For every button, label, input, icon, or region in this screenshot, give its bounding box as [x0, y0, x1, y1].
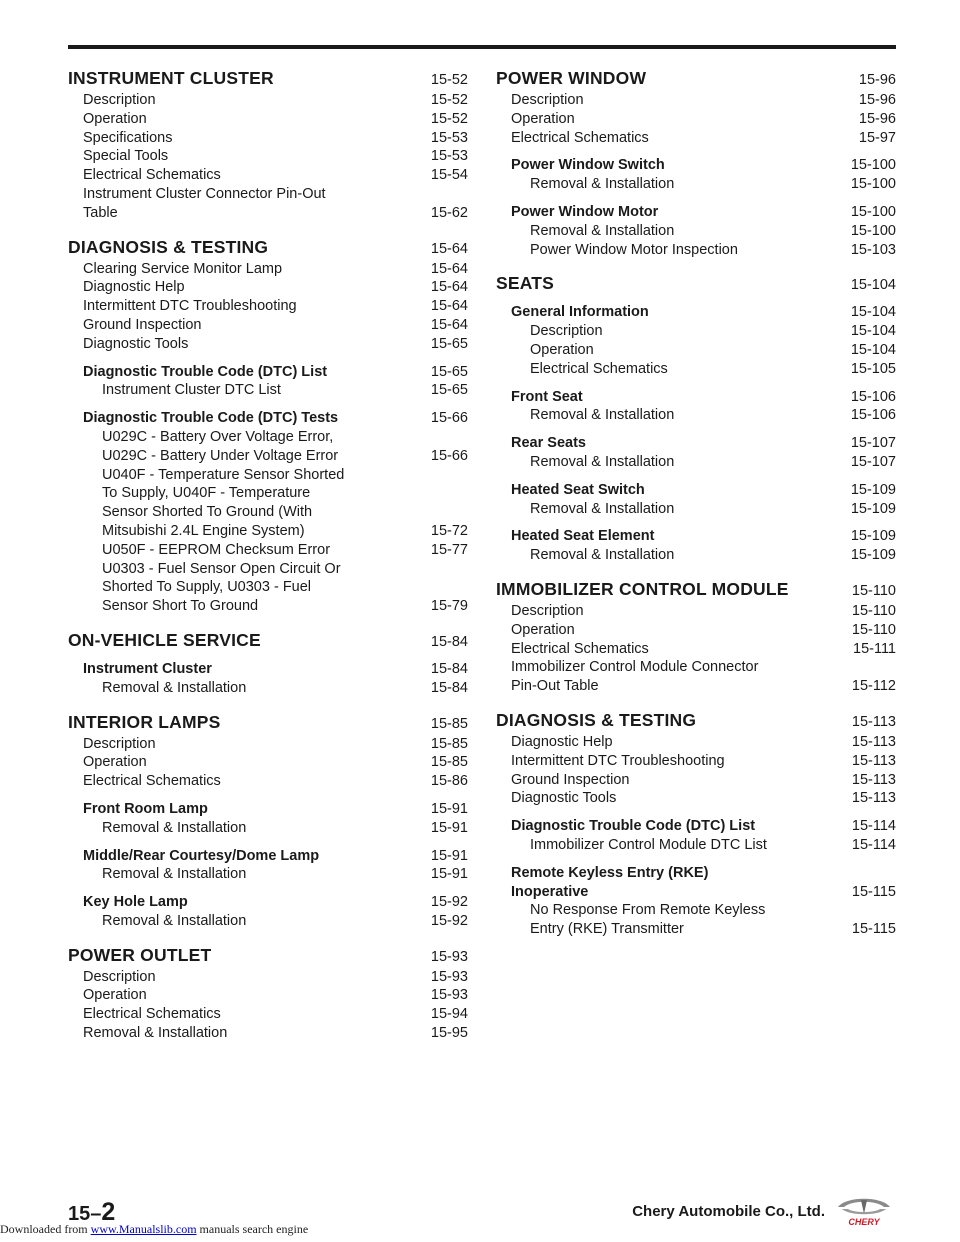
- toc-entry-row[interactable]: [68, 1005, 468, 1024]
- toc-entry-row[interactable]: [68, 560, 468, 579]
- toc-entry-page: 15-85: [430, 735, 468, 752]
- subsection-page: 15-84: [430, 660, 468, 677]
- page-number-prefix: 15–: [68, 1203, 102, 1225]
- toc-entry-label: Sensor Short To Ground: [102, 598, 259, 615]
- toc-entry-label: Special Tools: [83, 148, 169, 165]
- toc-subsection: [68, 363, 468, 401]
- toc-entry-page: 15-64: [430, 260, 468, 277]
- subsection-heading-row[interactable]: [496, 434, 896, 453]
- chery-logo-icon: [832, 1194, 896, 1228]
- toc-entry-page: 15-100: [850, 222, 896, 239]
- subsection-page: 15-65: [430, 363, 468, 380]
- subsection-heading-row[interactable]: [496, 527, 896, 546]
- toc-entry-row[interactable]: [496, 222, 896, 241]
- toc-entry-label: Intermittent DTC Troubleshooting: [83, 298, 297, 315]
- toc-entry-label: Diagnostic Tools: [83, 335, 189, 352]
- toc-entry-label: Description: [511, 602, 584, 619]
- toc-entry-row[interactable]: [68, 912, 468, 931]
- toc-entry-row[interactable]: [496, 621, 896, 640]
- toc-entry-row[interactable]: [68, 503, 468, 522]
- subsection-heading-row[interactable]: [68, 893, 468, 912]
- toc-entry-page: 15-64: [430, 279, 468, 296]
- toc-entry-row[interactable]: [496, 901, 896, 920]
- toc-entry-row[interactable]: [68, 466, 468, 485]
- section-title: INSTRUMENT CLUSTER: [68, 68, 274, 88]
- toc-entry-label: Removal & Installation: [530, 500, 675, 517]
- toc-entry-row[interactable]: [68, 597, 468, 616]
- toc-entry-page: 15-72: [430, 522, 468, 539]
- toc-entry-label: Description: [83, 735, 156, 752]
- toc-entry-label: Removal & Installation: [102, 679, 247, 696]
- toc-entry-row[interactable]: [68, 447, 468, 466]
- toc-entry-label: Immobilizer Control Module Connector: [511, 659, 759, 676]
- toc-entry-label: Electrical Schematics: [511, 640, 649, 657]
- toc-entry-row[interactable]: [496, 175, 896, 194]
- toc-entry-page: 15-113: [851, 752, 896, 769]
- toc-entry-label: Instrument Cluster DTC List: [102, 382, 281, 399]
- subsection-heading-row[interactable]: [496, 817, 896, 836]
- toc-entry-label: Diagnostic Tools: [511, 790, 617, 807]
- section-title: DIAGNOSIS & TESTING: [496, 709, 697, 730]
- toc-entry-page: 15-66: [430, 447, 468, 464]
- subsection-title: Remote Keyless Entry (RKE): [511, 864, 709, 881]
- toc-entry-page: 15-52: [430, 110, 468, 127]
- section-page: 15-93: [430, 948, 468, 965]
- toc-entry-page: 15-92: [430, 912, 468, 929]
- toc-entry-label: Immobilizer Control Module DTC List: [530, 836, 767, 853]
- subsection-title: Heated Seat Switch: [511, 481, 645, 498]
- subsection-title: Front Room Lamp: [83, 800, 208, 817]
- subsection-heading-row[interactable]: [496, 481, 896, 500]
- toc-entry-page: 15-54: [430, 167, 468, 184]
- toc-entry-page: 15-96: [858, 92, 896, 108]
- toc-entry-page: 15-110: [851, 602, 896, 619]
- section-heading[interactable]: [496, 273, 896, 294]
- toc-entry-label: Removal & Installation: [530, 407, 675, 424]
- subsection-title: Instrument Cluster: [83, 660, 212, 677]
- toc-entry-row[interactable]: [496, 91, 896, 110]
- subsection-heading-row[interactable]: [496, 156, 896, 175]
- toc-entry-page: 15-64: [430, 298, 468, 315]
- toc-entry-page: 15-53: [430, 129, 468, 146]
- toc-entry-page: 15-113: [851, 733, 896, 750]
- toc-entry-page: 15-53: [430, 148, 468, 165]
- subsection-title: General Information: [511, 304, 649, 321]
- toc-entry-label: Operation: [511, 110, 575, 127]
- manualslib-link[interactable]: www.Manualslib.com: [90, 1222, 197, 1236]
- toc-entry-row[interactable]: [496, 752, 896, 771]
- section-title: IMMOBILIZER CONTROL MODULE: [496, 578, 789, 599]
- subsection-page: 15-100: [850, 203, 896, 220]
- toc-entry-label: Sensor Shorted To Ground (With: [102, 504, 313, 521]
- toc-entry-page: 15-109: [850, 547, 896, 564]
- toc-entry-page: 15-65: [430, 335, 468, 352]
- toc-entry-row[interactable]: [68, 1024, 468, 1043]
- toc-entry-row[interactable]: [496, 658, 896, 677]
- toc-entry-page: 15-85: [430, 754, 468, 771]
- toc-entry-label: U0303 - Fuel Sensor Open Circuit Or: [102, 560, 341, 577]
- toc-entry-page: 15-65: [430, 382, 468, 399]
- toc-entry-row[interactable]: [68, 986, 468, 1005]
- toc-section: [496, 710, 896, 939]
- toc-right-column: [496, 68, 896, 953]
- toc-entry-page: 15-91: [430, 819, 468, 836]
- toc-entry-row[interactable]: [496, 836, 896, 855]
- toc-entry-row[interactable]: [496, 110, 896, 129]
- subsection-page: 15-109: [850, 481, 896, 498]
- toc-entry-row[interactable]: [68, 735, 468, 754]
- toc-entry-label: Removal & Installation: [530, 453, 675, 470]
- download-note-suffix: manuals search engine: [196, 1222, 309, 1236]
- subsection-title: Rear Seats: [511, 435, 586, 452]
- subsection-heading-row[interactable]: [68, 409, 468, 428]
- toc-subsection: [496, 527, 896, 565]
- subsection-title: Inoperative: [511, 883, 589, 900]
- toc-entry-label: Electrical Schematics: [530, 360, 668, 377]
- toc-entry-label: U040F - Temperature Sensor Shorted: [102, 466, 345, 483]
- toc-entry-row[interactable]: [68, 484, 468, 503]
- toc-entry-page: 15-115: [851, 921, 896, 938]
- toc-entry-label: No Response From Remote Keyless: [530, 902, 766, 919]
- toc-entry-page: 15-110: [851, 621, 896, 638]
- toc-entry-label: Removal & Installation: [530, 547, 675, 564]
- page-number-value: 2: [101, 1198, 116, 1226]
- section-title: POWER OUTLET: [68, 944, 212, 965]
- toc-entry-page: 15-79: [430, 598, 468, 615]
- toc-entry-row[interactable]: [68, 129, 468, 148]
- toc-entry-row[interactable]: [68, 297, 468, 316]
- toc-entry-label: Removal & Installation: [83, 1025, 228, 1042]
- subsection-heading-row[interactable]: [496, 303, 896, 322]
- toc-entry-row[interactable]: [496, 500, 896, 519]
- toc-entry-row[interactable]: [496, 241, 896, 260]
- section-heading[interactable]: [496, 68, 896, 89]
- toc-entry-row[interactable]: [496, 129, 896, 148]
- company-name: Chery Automobile Co., Ltd.: [632, 1203, 825, 1220]
- toc-entry-row[interactable]: [68, 316, 468, 335]
- toc-section: [68, 945, 468, 1043]
- toc-entry-label: Operation: [511, 621, 575, 638]
- toc-entry-row[interactable]: [68, 968, 468, 987]
- section-title: SEATS: [496, 273, 555, 294]
- toc-entry-label: Table: [83, 204, 118, 221]
- section-title: INTERIOR LAMPS: [68, 711, 221, 732]
- toc-entry-page: 15-97: [858, 129, 896, 146]
- toc-subsection: [68, 847, 468, 885]
- section-page: 15-52: [430, 72, 468, 88]
- toc-entry-page: 15-96: [858, 110, 896, 127]
- subsection-page: 15-92: [430, 894, 468, 911]
- toc-entry-label: Ground Inspection: [511, 771, 630, 788]
- section-page: 15-96: [858, 72, 896, 88]
- subsection-title: Power Window Motor: [511, 203, 659, 220]
- toc-entry-label: Removal & Installation: [102, 819, 247, 836]
- toc-entry-label: Operation: [530, 341, 594, 358]
- toc-subsection: [496, 388, 896, 426]
- toc-entry-label: Specifications: [83, 129, 173, 146]
- toc-entry-page: 15-84: [430, 679, 468, 696]
- toc-entry-page: 15-104: [850, 323, 896, 340]
- subsection-page: 15-106: [850, 388, 896, 405]
- toc-subsection: [68, 893, 468, 931]
- toc-entry-label: U029C - Battery Over Voltage Error,: [102, 428, 334, 445]
- subsection-heading-row[interactable]: [68, 660, 468, 679]
- toc-entry-page: 15-94: [430, 1006, 468, 1023]
- toc-entry-page: 15-93: [430, 968, 468, 985]
- subsection-title: Key Hole Lamp: [83, 894, 188, 911]
- toc-entry-label: Removal & Installation: [530, 176, 675, 193]
- toc-entry-page: 15-64: [430, 316, 468, 333]
- section-page: 15-64: [430, 240, 468, 257]
- toc-entry-row[interactable]: [496, 640, 896, 659]
- top-rule: [68, 45, 896, 49]
- toc-entry-label: Power Window Motor Inspection: [530, 241, 738, 258]
- toc-subsection: [496, 156, 896, 194]
- toc-entry-row[interactable]: [68, 278, 468, 297]
- toc-entry-row[interactable]: [68, 381, 468, 400]
- toc-entry-row[interactable]: [68, 772, 468, 791]
- toc-entry-row[interactable]: [68, 865, 468, 884]
- subsection-title: Power Window Switch: [511, 157, 665, 174]
- toc-entry-page: 15-77: [430, 541, 468, 558]
- section-title: DIAGNOSIS & TESTING: [68, 236, 269, 257]
- toc-entry-page: 15-62: [430, 204, 468, 221]
- toc-section: [496, 68, 896, 259]
- toc-subsection: [496, 864, 896, 939]
- toc-entry-label: Pin-Out Table: [511, 678, 599, 695]
- toc-entry-page: 15-111: [853, 640, 896, 657]
- toc-entry-label: Diagnostic Help: [83, 279, 185, 296]
- section-heading[interactable]: [68, 945, 468, 966]
- toc-entry-label: Removal & Installation: [102, 866, 247, 883]
- toc-subsection: [496, 203, 896, 259]
- subsection-title: Diagnostic Trouble Code (DTC) List: [83, 363, 328, 380]
- subsection-heading-row[interactable]: [68, 363, 468, 382]
- toc-entry-label: Electrical Schematics: [511, 129, 649, 146]
- toc-entry-row[interactable]: [68, 428, 468, 447]
- toc-entry-label: Electrical Schematics: [83, 773, 221, 790]
- toc-section: [68, 237, 468, 616]
- toc-entry-page: 15-107: [850, 453, 896, 470]
- toc-section: [68, 630, 468, 698]
- toc-entry-page: 15-104: [850, 341, 896, 358]
- toc-entry-page: 15-91: [430, 866, 468, 883]
- download-note: [0, 1222, 308, 1237]
- toc-entry-label: Operation: [83, 987, 147, 1004]
- toc-entry-row[interactable]: [496, 602, 896, 621]
- section-title: POWER WINDOW: [496, 68, 647, 88]
- toc-entry-page: 15-106: [850, 407, 896, 424]
- toc-entry-row[interactable]: [496, 453, 896, 472]
- toc-entry-row[interactable]: [68, 185, 468, 204]
- toc-entry-page: 15-113: [851, 771, 896, 788]
- toc-entry-label: Description: [511, 92, 584, 108]
- toc-section: [496, 579, 896, 696]
- section-page: 15-104: [850, 277, 896, 294]
- toc-entry-row[interactable]: [68, 260, 468, 279]
- toc-entry-row[interactable]: [68, 204, 468, 223]
- toc-entry-row[interactable]: [68, 679, 468, 698]
- toc-subsection: [496, 303, 896, 378]
- toc-entry-row[interactable]: [496, 341, 896, 360]
- subsection-page: 15-100: [850, 157, 896, 174]
- toc-entry-row[interactable]: [496, 677, 896, 696]
- subsection-page: 15-114: [851, 818, 896, 835]
- toc-entry-label: Ground Inspection: [83, 316, 202, 333]
- toc-entry-row[interactable]: [68, 166, 468, 185]
- toc-entry-page: 15-109: [850, 500, 896, 517]
- toc-entry-page: 15-103: [850, 241, 896, 258]
- subsection-page: 15-66: [430, 410, 468, 427]
- section-title: ON-VEHICLE SERVICE: [68, 629, 261, 650]
- toc-entry-label: Diagnostic Help: [511, 733, 613, 750]
- toc-entry-page: 15-93: [430, 987, 468, 1004]
- toc-entry-row[interactable]: [68, 753, 468, 772]
- subsection-page: 15-91: [430, 800, 468, 817]
- section-page: 15-84: [430, 633, 468, 650]
- subsection-heading-row[interactable]: [496, 864, 896, 883]
- svg-text:CHERY: CHERY: [848, 1217, 880, 1227]
- subsection-title: Diagnostic Trouble Code (DTC) Tests: [83, 410, 339, 427]
- section-heading[interactable]: [496, 710, 896, 731]
- section-page: 15-113: [851, 713, 896, 730]
- toc-entry-label: Instrument Cluster Connector Pin-Out: [83, 185, 326, 202]
- toc-entry-label: Description: [83, 968, 156, 985]
- toc-subsection: [68, 660, 468, 698]
- subsection-title: Middle/Rear Courtesy/Dome Lamp: [83, 847, 320, 864]
- toc-entry-label: Intermittent DTC Troubleshooting: [511, 752, 725, 769]
- subsection-heading-row[interactable]: [68, 847, 468, 866]
- subsection-heading-row[interactable]: [496, 388, 896, 407]
- toc-subsection: [496, 481, 896, 519]
- toc-entry-row[interactable]: [496, 733, 896, 752]
- section-heading[interactable]: [68, 630, 468, 651]
- toc-entry-label: Electrical Schematics: [83, 1006, 221, 1023]
- subsection-heading-row[interactable]: [496, 883, 896, 902]
- toc-subsection: [68, 800, 468, 838]
- section-heading[interactable]: [68, 712, 468, 733]
- toc-section: [68, 68, 468, 223]
- toc-entry-row[interactable]: [68, 819, 468, 838]
- toc-section: [496, 273, 896, 565]
- toc-entry-row[interactable]: [68, 522, 468, 541]
- section-page: 15-110: [851, 582, 896, 599]
- toc-entry-row[interactable]: [68, 147, 468, 166]
- toc-section: [68, 712, 468, 931]
- subsection-page: 15-109: [850, 528, 896, 545]
- toc-entry-label: Operation: [83, 754, 147, 771]
- subsection-title: Heated Seat Element: [511, 528, 655, 545]
- toc-entry-page: 15-52: [430, 92, 468, 108]
- toc-entry-label: Mitsubishi 2.4L Engine System): [102, 522, 305, 539]
- section-heading[interactable]: [68, 68, 468, 89]
- toc-entry-label: Clearing Service Monitor Lamp: [83, 260, 283, 277]
- subsection-title: Diagnostic Trouble Code (DTC) List: [511, 818, 756, 835]
- subsection-page: 15-104: [850, 304, 896, 321]
- toc-entry-label: Description: [530, 323, 603, 340]
- toc-entry-row[interactable]: [496, 360, 896, 379]
- toc-entry-page: 15-100: [850, 176, 896, 193]
- subsection-heading-row[interactable]: [68, 800, 468, 819]
- toc-entry-row[interactable]: [496, 920, 896, 939]
- toc-entry-label: Operation: [83, 110, 147, 127]
- section-heading[interactable]: [496, 579, 896, 600]
- toc-entry-row[interactable]: [68, 110, 468, 129]
- toc-entry-label: Entry (RKE) Transmitter: [530, 921, 684, 938]
- toc-entry-row[interactable]: [68, 541, 468, 560]
- section-page: 15-85: [430, 715, 468, 732]
- toc-entry-label: Description: [83, 92, 156, 108]
- toc-entry-row[interactable]: [496, 546, 896, 565]
- download-note-prefix: Downloaded from: [0, 1222, 91, 1236]
- toc-entry-row[interactable]: [68, 91, 468, 110]
- toc-entry-label: Electrical Schematics: [83, 167, 221, 184]
- subsection-page: 15-107: [850, 435, 896, 452]
- toc-entry-page: 15-86: [430, 773, 468, 790]
- subsection-page: 15-115: [851, 883, 896, 900]
- toc-entry-row[interactable]: [496, 771, 896, 790]
- toc-entry-row[interactable]: [496, 406, 896, 425]
- toc-entry-label: Removal & Installation: [530, 222, 675, 239]
- toc-entry-page: 15-113: [851, 790, 896, 807]
- toc-entry-label: U050F - EEPROM Checksum Error: [102, 541, 331, 558]
- toc-subsection: [496, 434, 896, 472]
- toc-entry-page: 15-112: [851, 678, 896, 695]
- toc-entry-row[interactable]: [496, 789, 896, 808]
- subsection-heading-row[interactable]: [496, 203, 896, 222]
- section-heading[interactable]: [68, 237, 468, 258]
- subsection-page: 15-91: [430, 847, 468, 864]
- toc-entry-label: Removal & Installation: [102, 912, 247, 929]
- toc-subsection: [68, 409, 468, 616]
- toc-entry-page: 15-114: [851, 836, 896, 853]
- toc-entry-label: U029C - Battery Under Voltage Error: [102, 447, 339, 464]
- toc-entry-label: Shorted To Supply, U0303 - Fuel: [102, 579, 312, 596]
- toc-subsection: [496, 817, 896, 855]
- toc-left-column: [68, 68, 468, 1057]
- toc-entry-label: To Supply, U040F - Temperature: [102, 485, 311, 502]
- toc-entry-row[interactable]: [496, 322, 896, 341]
- subsection-title: Front Seat: [511, 388, 583, 405]
- toc-entry-page: 15-105: [850, 360, 896, 377]
- toc-entry-page: 15-95: [430, 1025, 468, 1042]
- toc-entry-row[interactable]: [68, 578, 468, 597]
- toc-entry-row[interactable]: [68, 335, 468, 354]
